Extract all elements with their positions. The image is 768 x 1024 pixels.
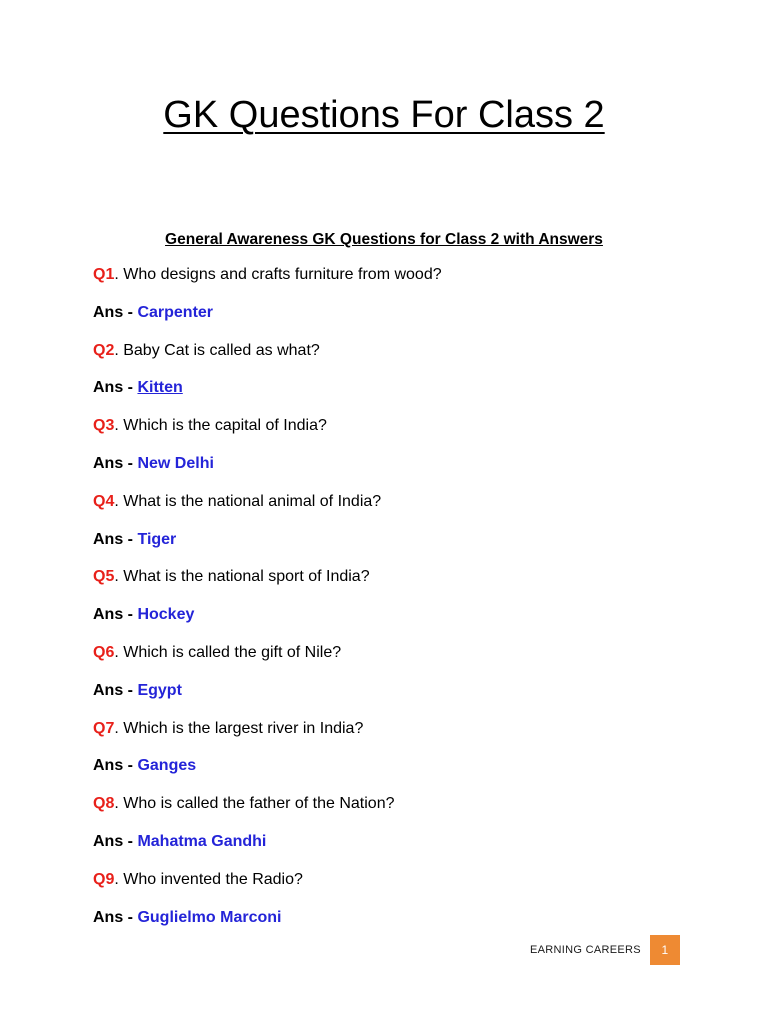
page-number-badge: 1 [650, 935, 680, 965]
answer-label: Ans - [93, 454, 138, 472]
question-number: Q8 [93, 795, 115, 813]
question-text: . Who invented the Radio? [114, 870, 303, 888]
answer-row-2 [93, 378, 693, 416]
question-row-2 [93, 341, 693, 379]
answer-label: Ans - [93, 379, 138, 397]
page-footer [530, 935, 680, 965]
answer-label: Ans - [93, 757, 138, 775]
question-row-5 [93, 567, 693, 605]
question-number: Q3 [93, 417, 115, 435]
footer-brand-label: EARNING CAREERS [530, 944, 641, 956]
answer-row-3 [93, 454, 693, 492]
question-text: . What is the national animal of India? [114, 492, 382, 510]
question-number: Q9 [93, 870, 115, 888]
answer-link[interactable]: Kitten [137, 379, 183, 397]
answer-value: Hockey [137, 606, 195, 624]
answer-row-6 [93, 681, 693, 719]
answer-value: New Delhi [137, 454, 214, 472]
answer-value: Guglielmo Marconi [137, 908, 282, 926]
qa-list [93, 265, 693, 945]
question-text: . Who is called the father of the Nation? [114, 795, 395, 813]
answer-label: Ans - [93, 908, 138, 926]
answer-row-8 [93, 832, 693, 870]
answer-value: Tiger [137, 530, 177, 548]
question-text: . Who designs and crafts furniture from wood? [114, 266, 442, 283]
question-row-7 [93, 719, 693, 757]
answer-value: Carpenter [137, 303, 214, 321]
answer-row-1 [93, 303, 693, 341]
answer-label: Ans - [93, 606, 138, 624]
answer-value: Ganges [137, 757, 197, 775]
question-number: Q2 [93, 341, 115, 359]
question-number: Q6 [93, 643, 115, 661]
answer-value: Egypt [137, 681, 182, 699]
question-number: Q7 [93, 719, 115, 737]
question-row-9 [93, 870, 693, 908]
question-text: . What is the national sport of India? [114, 568, 370, 586]
page-title-text: GK Questions For Class 2 [163, 94, 605, 136]
question-row-8 [93, 794, 693, 832]
page-title [0, 92, 768, 138]
question-text: . Which is the capital of India? [114, 417, 327, 435]
section-subtitle: General Awareness GK Questions for Class 2 with Answers [165, 231, 603, 248]
question-number: Q1 [93, 266, 115, 283]
question-text: . Which is called the gift of Nile? [114, 643, 342, 661]
answer-label: Ans - [93, 681, 138, 699]
answer-label: Ans - [93, 303, 138, 321]
question-text: . Which is the largest river in India? [114, 719, 364, 737]
question-text: . Baby Cat is called as what? [114, 341, 320, 359]
answer-label: Ans - [93, 832, 138, 850]
answer-row-5 [93, 605, 693, 643]
question-row-6 [93, 643, 693, 681]
question-row-1 [93, 265, 693, 303]
answer-row-4 [93, 530, 693, 568]
question-row-4 [93, 492, 693, 530]
question-number: Q5 [93, 568, 115, 586]
answer-value: Mahatma Gandhi [137, 832, 267, 850]
answer-label: Ans - [93, 530, 138, 548]
question-row-3 [93, 416, 693, 454]
answer-row-7 [93, 756, 693, 794]
question-number: Q4 [93, 492, 115, 510]
